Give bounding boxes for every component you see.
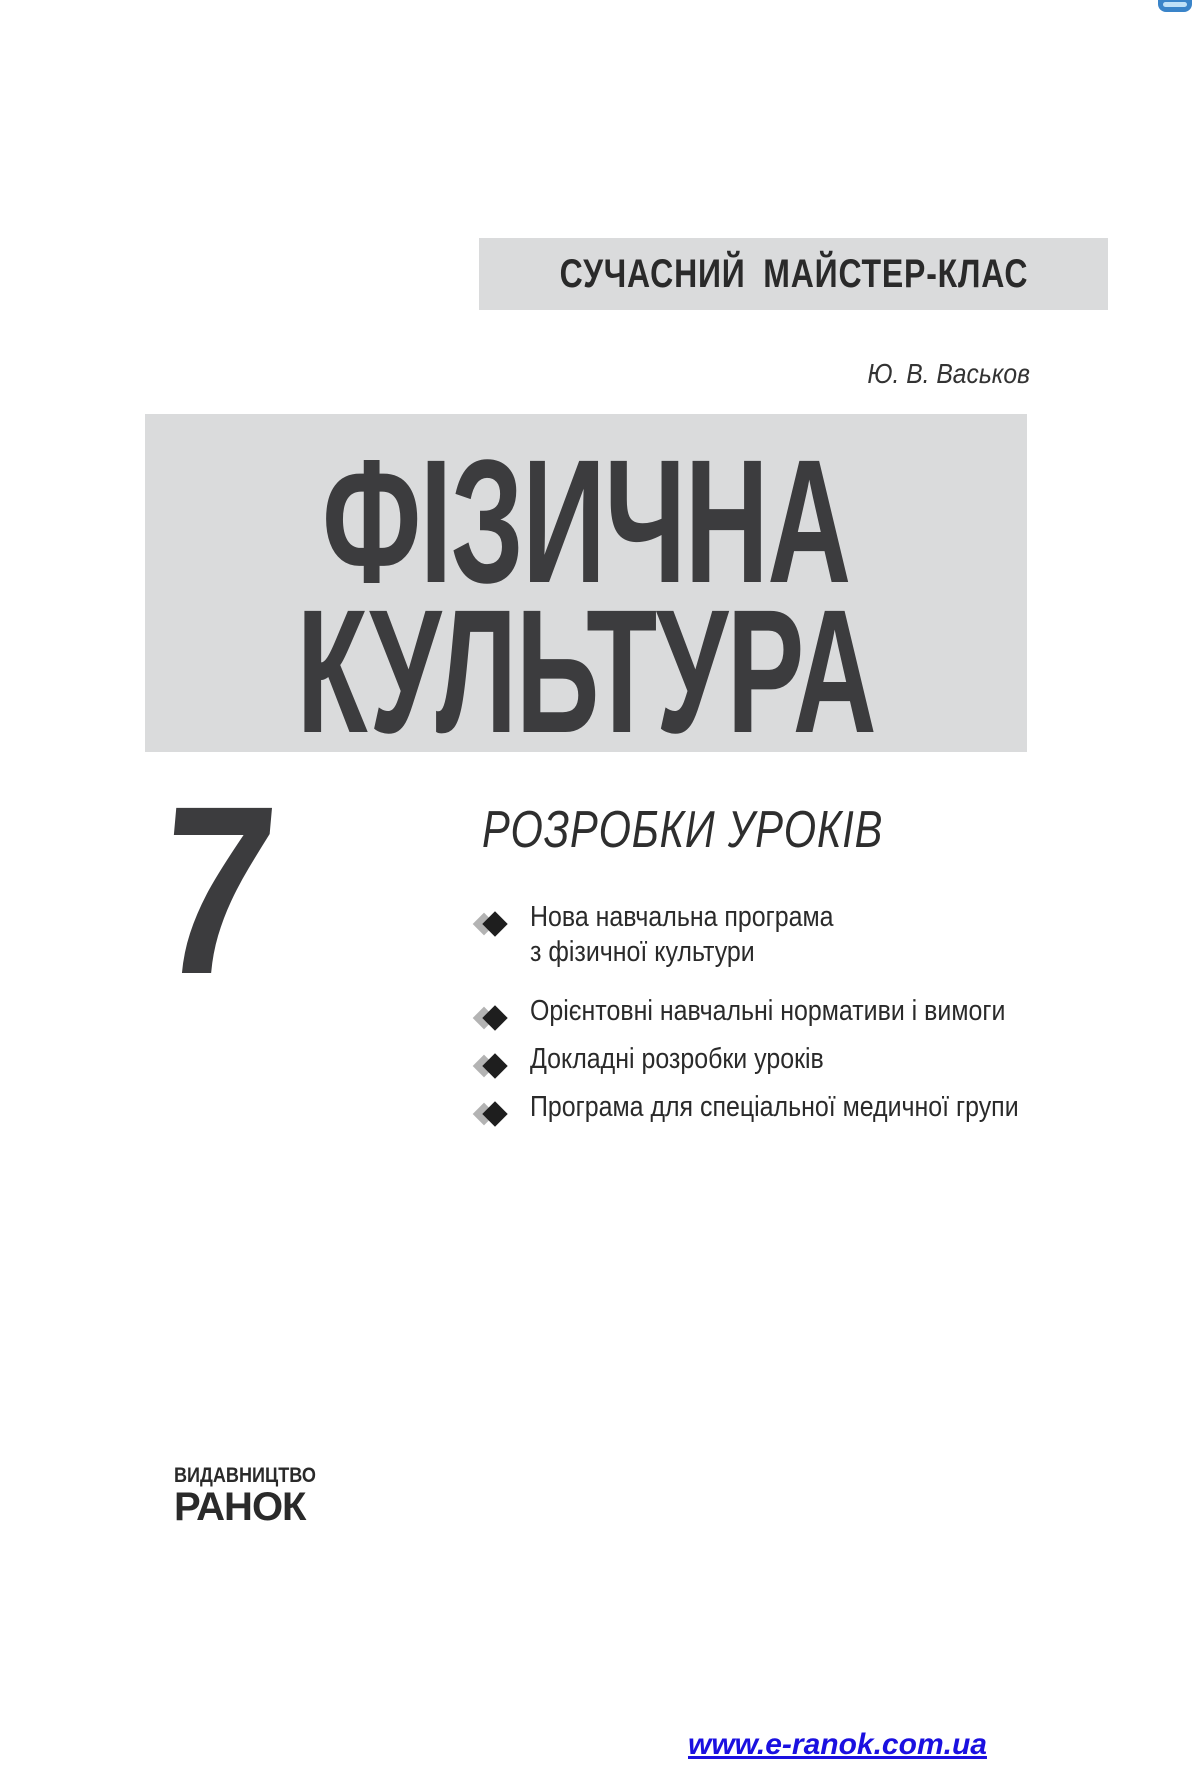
feature-item [474,1042,872,1077]
website-link[interactable]: www.e-ranok.com.ua [688,1728,987,1761]
grade-number: 7 [148,756,286,1024]
author-name: Ю. В. Васьков [867,358,1030,389]
series-label: СУЧАСНИЙ МАЙСТЕР-КЛАС [559,251,1028,296]
subtitle: РОЗРОБКИ УРОКІВ [482,801,884,859]
feature-text: з фізичної культури [530,936,755,968]
publisher-logo [174,1464,374,1529]
feature-item [474,994,1083,1029]
feature-text: Докладні розробки уроків [530,1043,824,1075]
feature-item [474,1090,1098,1125]
diamond-bullet-icon [474,914,510,934]
feature-text: Нова навчальна програма [530,901,834,933]
diamond-bullet-icon [474,1056,510,1076]
diamond-bullet-icon [474,1104,510,1124]
diamond-bullet-icon [474,1008,510,1028]
publisher-prefix: ВИДАВНИЦТВО [174,1464,316,1487]
corner-logo-icon [1158,0,1192,12]
title-banner [145,414,1027,770]
feature-text: Програма для спеціальної медичної групи [530,1091,1019,1123]
title-line-1: ФІЗИЧНА [322,424,850,620]
feature-text: Орієнтовні навчальні нормативи і вимоги [530,995,1006,1027]
publisher-name: РАНОК [174,1485,306,1529]
title-line-2: КУЛЬТУРА [296,574,876,770]
series-banner [479,238,1108,310]
feature-item [474,900,883,970]
